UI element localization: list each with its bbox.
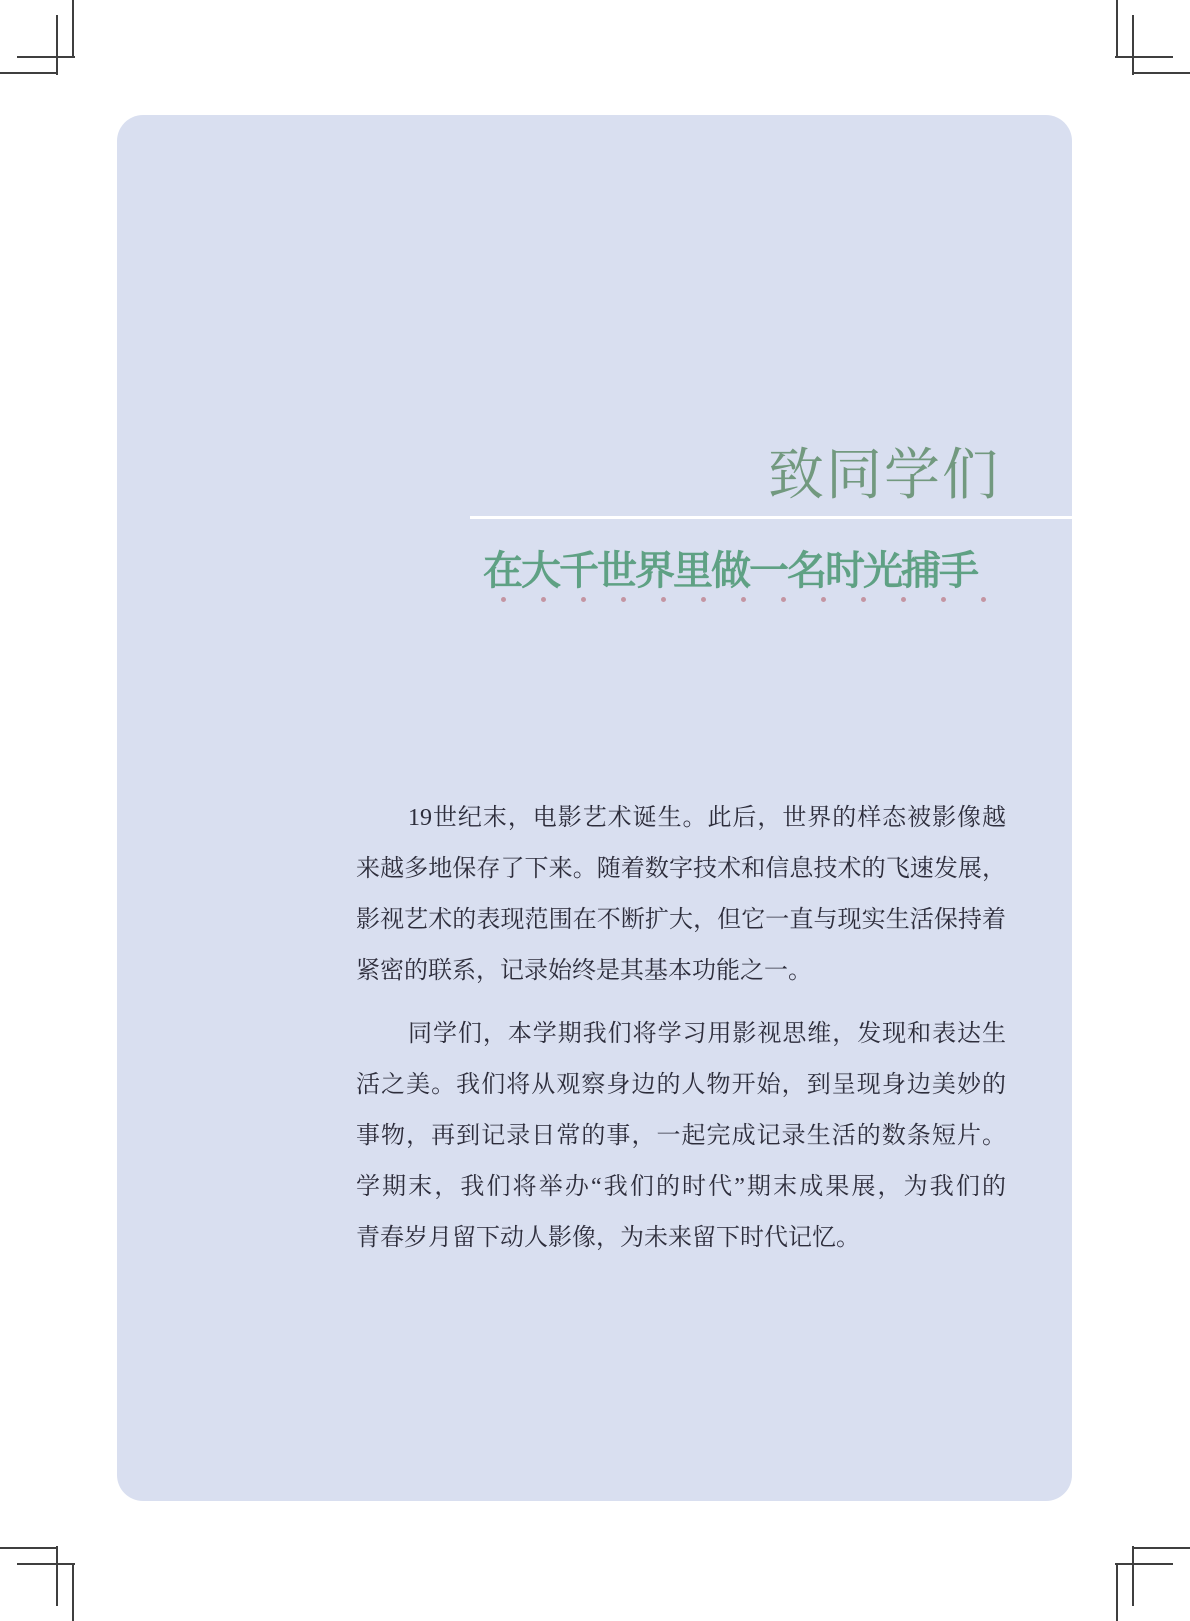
page-subtitle: 在大千世界里做一名时光捕手 [483, 548, 977, 594]
decor-dot [501, 597, 506, 602]
decor-dot [701, 597, 706, 602]
body-line: 活之美。我们将从观察身边的人物开始，到呈现身边美妙的 [356, 1072, 1006, 1098]
body-line: 紧密的联系，记录始终是其基本功能之一。 [356, 958, 812, 984]
decor-dot [621, 597, 626, 602]
title-divider-line [470, 516, 1072, 519]
body-line: 来越多地保存了下来。随着数字技术和信息技术的飞速发展， [356, 856, 1006, 882]
body-line: 19世纪末，电影艺术诞生。此后，世界的样态被影像越 [408, 805, 1006, 831]
body-line: 事物，再到记录日常的事，一起完成记录生活的数条短片。 [356, 1123, 1006, 1149]
crop-mark-top-right [1110, 0, 1190, 80]
decor-dot [661, 597, 666, 602]
body-line: 影视艺术的表现范围在不断扩大，但它一直与现实生活保持着 [356, 907, 1006, 933]
body-line: 学期末，我们将举办“我们的时代”期末成果展，为我们的 [356, 1174, 1006, 1200]
decor-dot [541, 597, 546, 602]
decor-dot [581, 597, 586, 602]
body-line: 青春岁月留下动人影像，为未来留下时代记忆。 [356, 1225, 860, 1251]
decor-dot [981, 597, 986, 602]
crop-mark-bottom-right [1110, 1541, 1190, 1621]
crop-mark-bottom-left [0, 1541, 80, 1621]
decor-dot [741, 597, 746, 602]
paragraph-2 [356, 1009, 1006, 1264]
decor-dot [941, 597, 946, 602]
decor-dot [781, 597, 786, 602]
body-text [356, 793, 1006, 1264]
content-panel [117, 115, 1072, 1501]
decor-dot [821, 597, 826, 602]
decor-dot [901, 597, 906, 602]
decor-dot [861, 597, 866, 602]
crop-mark-top-left [0, 0, 80, 80]
paragraph-1 [356, 793, 1006, 997]
body-line: 同学们，本学期我们将学习用影视思维，发现和表达生 [408, 1021, 1006, 1047]
dots-row [501, 597, 986, 602]
page-title: 致同学们 [768, 443, 1000, 508]
